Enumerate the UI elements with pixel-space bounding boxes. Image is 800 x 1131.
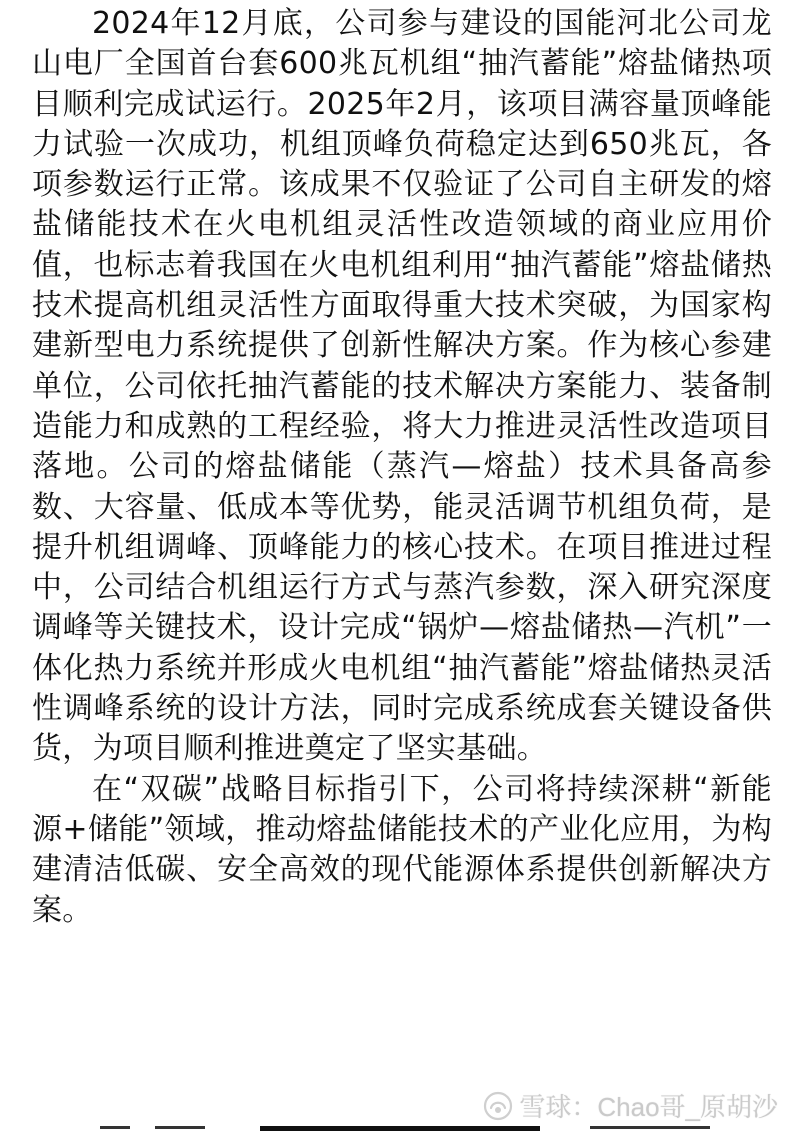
text-fragment — [100, 1126, 130, 1129]
watermark — [483, 1087, 778, 1124]
text-fragment — [590, 1126, 710, 1129]
snowball-logo-icon — [483, 1091, 513, 1121]
cropped-next-line — [70, 1126, 770, 1131]
redaction-bar — [260, 1126, 540, 1131]
watermark-text: 雪球：Chao哥_原胡沙 — [519, 1092, 778, 1122]
paragraph-2: 在“双碳”战略目标指引下，公司将持续深耕“新能源+储能”领域，推动熔盐储能技术的产业化应用，为构建清洁低碳、安全高效的现代能源体系提供创新解决方案。 — [32, 771, 772, 928]
article-body — [32, 4, 772, 931]
paragraph-1: 2024年12月底，公司参与建设的国能河北公司龙山电厂全国首台套600兆瓦机组“抽汽蓄能”熔盐储热项目顺利完成试运行。2025年2月，该项目满容量顶峰能力试验一次成功，机组顶峰负荷稳定达到650兆瓦，各项参数运行正常。该成果不仅验证了公司自主研发的熔盐储能技术在火电机组灵活性改造领域的商业应用价值，也标志着我国在火电机组利用“抽汽蓄能”熔盐储热技术提高机组灵活性方面取得重大技术突破，为国家构建新型电力系统提供了创新性解决方案。作为核心参建单位，公司依托抽汽蓄能的技术解决方案能力、装备制造能力和成熟的工程经验，将大力推进灵活性改造项目落地。公司的熔盐储能（蒸汽—熔盐）技术具备高参数、大容量、低成本等优势，能灵活调节机组负荷，是提升机组调峰、顶峰能力的核心技术。在项目推进过程中，公司结合机组运行方式与蒸汽参数，深入研究深度调峰等关键技术，设计完成“锅炉—熔盐储热—汽机”一体化热力系统并形成火电机组“抽汽蓄能”熔盐储热灵活性调峰系统的设计方法，同时完成系统成套关键设备供货，为项目顺利推进奠定了坚实基础。 — [32, 6, 772, 767]
text-fragment — [155, 1126, 205, 1129]
